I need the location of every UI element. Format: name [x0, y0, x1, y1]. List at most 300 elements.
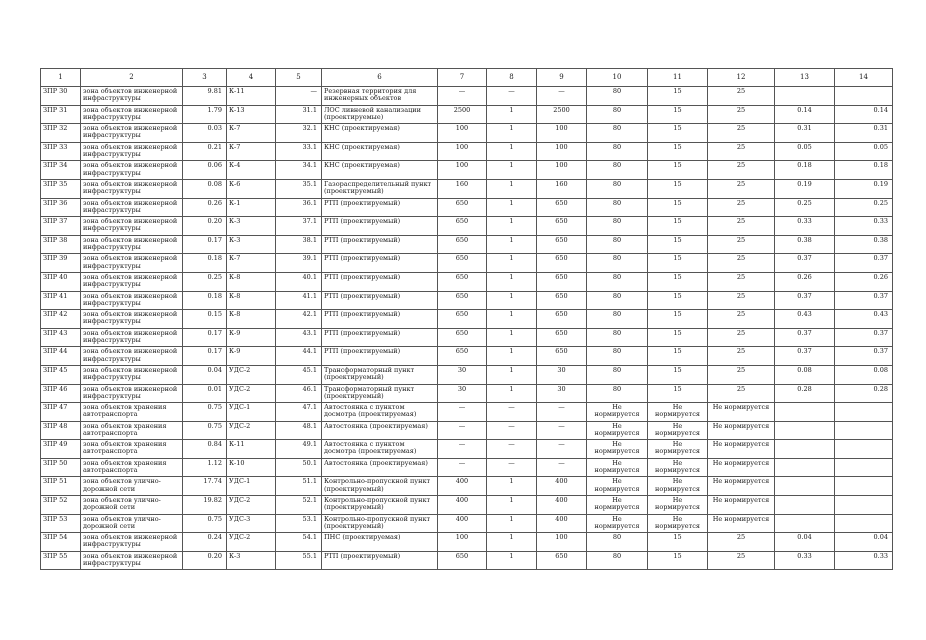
cell-count: — [487, 440, 537, 459]
cell-area: 0.21 [183, 142, 227, 161]
cell-ratio-a: 0.26 [775, 272, 835, 291]
cell-capacity: 2500 [438, 105, 487, 124]
cell-object-name: Автостоянка с пунктом досмотра (проектируемая) [322, 440, 438, 459]
cell-zone-id: ЗПР 48 [41, 421, 81, 440]
cell-norm-a: 80 [587, 551, 648, 570]
header-cell-site: 4 [227, 69, 276, 87]
cell-ratio-b [835, 421, 893, 440]
cell-object-no: 42.1 [276, 310, 322, 329]
cell-norm-a: 80 [587, 142, 648, 161]
cell-ratio-a: 0.04 [775, 533, 835, 552]
header-cell-norm-b: 11 [648, 69, 708, 87]
cell-zone-name: зона объектов инженерной инфраструктуры [81, 533, 183, 552]
cell-count: — [487, 421, 537, 440]
cell-ratio-b: 0.18 [835, 161, 893, 180]
cell-zone-id: ЗПР 33 [41, 142, 81, 161]
cell-norm-a: 80 [587, 124, 648, 143]
header-cell-total: 9 [537, 69, 587, 87]
cell-count: 1 [487, 217, 537, 236]
cell-norm-c: Не нормируется [708, 514, 775, 533]
cell-site: К-1 [227, 198, 276, 217]
cell-object-no: 35.1 [276, 179, 322, 198]
cell-ratio-a: 0.33 [775, 551, 835, 570]
cell-capacity: 650 [438, 551, 487, 570]
cell-zone-id: ЗПР 39 [41, 254, 81, 273]
cell-object-name: КНС (проектируемая) [322, 124, 438, 143]
cell-ratio-a: 0.37 [775, 347, 835, 366]
cell-zone-id: ЗПР 50 [41, 458, 81, 477]
cell-total: 650 [537, 254, 587, 273]
cell-site: К-7 [227, 124, 276, 143]
cell-area: 0.18 [183, 291, 227, 310]
table-row [41, 477, 893, 496]
table-row [41, 347, 893, 366]
cell-zone-name: зона объектов хранения автотранспорта [81, 440, 183, 459]
cell-zone-name: зона объектов инженерной инфраструктуры [81, 365, 183, 384]
cell-area: 0.25 [183, 272, 227, 291]
cell-zone-id: ЗПР 32 [41, 124, 81, 143]
cell-norm-a: Не нормируется [587, 477, 648, 496]
cell-object-name: РТП (проектируемый) [322, 328, 438, 347]
cell-object-name: Контрольно-пропускной пункт (проектируемый) [322, 496, 438, 515]
cell-object-no: 50.1 [276, 458, 322, 477]
cell-object-no: 31.1 [276, 105, 322, 124]
cell-count: 1 [487, 291, 537, 310]
cell-zone-id: ЗПР 31 [41, 105, 81, 124]
cell-ratio-a: 0.28 [775, 384, 835, 403]
table-row [41, 272, 893, 291]
cell-site: УДС-2 [227, 496, 276, 515]
cell-zone-id: ЗПР 45 [41, 365, 81, 384]
table-row [41, 328, 893, 347]
cell-total: — [537, 403, 587, 422]
cell-norm-c: 25 [708, 310, 775, 329]
cell-object-name: Контрольно-пропускной пункт (проектируемый) [322, 477, 438, 496]
cell-ratio-a [775, 477, 835, 496]
cell-norm-c: 25 [708, 551, 775, 570]
cell-norm-c: Не нормируется [708, 403, 775, 422]
cell-zone-name: зона объектов инженерной инфраструктуры [81, 310, 183, 329]
cell-count: 1 [487, 161, 537, 180]
cell-total: — [537, 440, 587, 459]
cell-norm-b: 15 [648, 254, 708, 273]
cell-capacity: — [438, 421, 487, 440]
cell-norm-a: Не нормируется [587, 403, 648, 422]
cell-norm-c: 25 [708, 124, 775, 143]
cell-area: 0.04 [183, 365, 227, 384]
cell-norm-b: 15 [648, 198, 708, 217]
cell-zone-name: зона объектов инженерной инфраструктуры [81, 235, 183, 254]
cell-norm-c: 25 [708, 272, 775, 291]
cell-ratio-a: 0.37 [775, 328, 835, 347]
cell-total: 2500 [537, 105, 587, 124]
cell-count: — [487, 458, 537, 477]
cell-ratio-b: 0.38 [835, 235, 893, 254]
cell-norm-c: 25 [708, 347, 775, 366]
cell-object-no: 40.1 [276, 272, 322, 291]
cell-norm-b: 15 [648, 217, 708, 236]
cell-norm-c: Не нормируется [708, 440, 775, 459]
cell-total: 100 [537, 533, 587, 552]
table-row [41, 235, 893, 254]
table-row [41, 105, 893, 124]
cell-ratio-a [775, 421, 835, 440]
table-row [41, 551, 893, 570]
cell-count: 1 [487, 514, 537, 533]
cell-norm-a: Не нормируется [587, 458, 648, 477]
cell-object-no: 39.1 [276, 254, 322, 273]
header-cell-object-name: 6 [322, 69, 438, 87]
cell-ratio-a: 0.37 [775, 254, 835, 273]
cell-ratio-a: 0.33 [775, 217, 835, 236]
cell-norm-b: Не нормируется [648, 458, 708, 477]
cell-area: 0.75 [183, 421, 227, 440]
cell-capacity: 400 [438, 496, 487, 515]
table-row [41, 124, 893, 143]
cell-norm-a: Не нормируется [587, 440, 648, 459]
cell-object-name: ПНС (проектируемая) [322, 533, 438, 552]
cell-norm-b: 15 [648, 272, 708, 291]
cell-area: 0.01 [183, 384, 227, 403]
cell-capacity: 650 [438, 272, 487, 291]
cell-ratio-a [775, 514, 835, 533]
cell-zone-name: зона объектов хранения автотранспорта [81, 458, 183, 477]
cell-site: К-11 [227, 87, 276, 106]
cell-object-no: 44.1 [276, 347, 322, 366]
cell-ratio-a [775, 403, 835, 422]
cell-ratio-b [835, 496, 893, 515]
table-row [41, 161, 893, 180]
cell-total: 160 [537, 179, 587, 198]
cell-total: 400 [537, 477, 587, 496]
cell-norm-a: Не нормируется [587, 496, 648, 515]
cell-ratio-b: 0.14 [835, 105, 893, 124]
cell-total: 650 [537, 310, 587, 329]
cell-total: 650 [537, 235, 587, 254]
cell-count: 1 [487, 142, 537, 161]
cell-object-name: РТП (проектируемый) [322, 235, 438, 254]
cell-area: 1.12 [183, 458, 227, 477]
cell-site: К-13 [227, 105, 276, 124]
cell-area: 0.24 [183, 533, 227, 552]
cell-area: 0.20 [183, 551, 227, 570]
cell-zone-name: зона объектов инженерной инфраструктуры [81, 272, 183, 291]
cell-area: 0.08 [183, 179, 227, 198]
cell-zone-id: ЗПР 53 [41, 514, 81, 533]
cell-zone-id: ЗПР 38 [41, 235, 81, 254]
cell-area: 0.18 [183, 254, 227, 273]
cell-area: 19.82 [183, 496, 227, 515]
cell-object-no: 55.1 [276, 551, 322, 570]
cell-site: УДС-2 [227, 384, 276, 403]
cell-site: УДС-1 [227, 403, 276, 422]
cell-ratio-a: 0.14 [775, 105, 835, 124]
cell-zone-id: ЗПР 55 [41, 551, 81, 570]
table-row [41, 384, 893, 403]
cell-total: 100 [537, 142, 587, 161]
cell-norm-b: 15 [648, 179, 708, 198]
cell-object-name: Контрольно-пропускной пункт (проектируемый) [322, 514, 438, 533]
cell-area: 0.17 [183, 328, 227, 347]
cell-zone-id: ЗПР 35 [41, 179, 81, 198]
cell-site: К-8 [227, 310, 276, 329]
cell-count: 1 [487, 235, 537, 254]
cell-object-name: Резервная территория для инженерных объектов [322, 87, 438, 106]
zones-table [40, 68, 893, 570]
cell-object-name: Автостоянка (проектируемая) [322, 421, 438, 440]
header-cell-zone-id: 1 [41, 69, 81, 87]
table-row [41, 142, 893, 161]
cell-norm-b: Не нормируется [648, 421, 708, 440]
cell-ratio-a [775, 458, 835, 477]
cell-object-name: РТП (проектируемый) [322, 272, 438, 291]
cell-object-no: 45.1 [276, 365, 322, 384]
cell-norm-b: 15 [648, 365, 708, 384]
cell-norm-a: Не нормируется [587, 514, 648, 533]
cell-norm-a: 80 [587, 272, 648, 291]
zones-table-sheet [40, 68, 893, 570]
cell-ratio-a: 0.43 [775, 310, 835, 329]
cell-zone-name: зона объектов инженерной инфраструктуры [81, 142, 183, 161]
cell-zone-id: ЗПР 44 [41, 347, 81, 366]
cell-norm-b: 15 [648, 291, 708, 310]
cell-object-name: РТП (проектируемый) [322, 347, 438, 366]
cell-norm-b: Не нормируется [648, 496, 708, 515]
table-row [41, 514, 893, 533]
cell-zone-id: ЗПР 41 [41, 291, 81, 310]
cell-ratio-b: 0.08 [835, 365, 893, 384]
cell-zone-id: ЗПР 49 [41, 440, 81, 459]
cell-ratio-b [835, 440, 893, 459]
cell-site: К-11 [227, 440, 276, 459]
cell-ratio-b: 0.37 [835, 347, 893, 366]
cell-norm-b: 15 [648, 328, 708, 347]
cell-norm-a: 80 [587, 347, 648, 366]
cell-object-no: — [276, 87, 322, 106]
cell-total: 650 [537, 198, 587, 217]
cell-zone-name: зона объектов улично-дорожной сети [81, 514, 183, 533]
cell-norm-b: Не нормируется [648, 477, 708, 496]
cell-ratio-a: 0.25 [775, 198, 835, 217]
cell-capacity: 30 [438, 365, 487, 384]
cell-total: 650 [537, 272, 587, 291]
header-cell-zone-name: 2 [81, 69, 183, 87]
cell-capacity: 650 [438, 328, 487, 347]
cell-norm-c: 25 [708, 87, 775, 106]
cell-norm-b: 15 [648, 533, 708, 552]
cell-site: К-6 [227, 179, 276, 198]
cell-total: 100 [537, 161, 587, 180]
header-cell-object-no: 5 [276, 69, 322, 87]
cell-norm-c: 25 [708, 291, 775, 310]
cell-norm-a: 80 [587, 161, 648, 180]
cell-zone-id: ЗПР 47 [41, 403, 81, 422]
cell-norm-c: 25 [708, 235, 775, 254]
cell-count: — [487, 87, 537, 106]
cell-site: К-8 [227, 291, 276, 310]
cell-site: К-3 [227, 551, 276, 570]
cell-object-name: Трансформаторный пункт (проектируемый) [322, 365, 438, 384]
cell-object-name: КНС (проектируемая) [322, 142, 438, 161]
cell-ratio-b: 0.37 [835, 291, 893, 310]
cell-norm-c: 25 [708, 142, 775, 161]
cell-zone-name: зона объектов инженерной инфраструктуры [81, 161, 183, 180]
cell-zone-id: ЗПР 43 [41, 328, 81, 347]
cell-norm-b: 15 [648, 347, 708, 366]
cell-ratio-a: 0.08 [775, 365, 835, 384]
cell-norm-b: 15 [648, 124, 708, 143]
cell-norm-a: 80 [587, 310, 648, 329]
cell-object-name: РТП (проектируемый) [322, 551, 438, 570]
cell-count: 1 [487, 272, 537, 291]
cell-norm-a: 80 [587, 87, 648, 106]
cell-ratio-a: 0.05 [775, 142, 835, 161]
cell-object-name: РТП (проектируемый) [322, 291, 438, 310]
cell-zone-name: зона объектов инженерной инфраструктуры [81, 179, 183, 198]
cell-zone-name: зона объектов инженерной инфраструктуры [81, 328, 183, 347]
cell-zone-name: зона объектов инженерной инфраструктуры [81, 551, 183, 570]
header-cell-norm-a: 10 [587, 69, 648, 87]
table-row [41, 217, 893, 236]
cell-site: УДС-2 [227, 421, 276, 440]
table-row [41, 87, 893, 106]
cell-ratio-b: 0.33 [835, 217, 893, 236]
cell-object-name: Трансформаторный пункт (проектируемый) [322, 384, 438, 403]
cell-ratio-a: 0.38 [775, 235, 835, 254]
cell-object-no: 43.1 [276, 328, 322, 347]
cell-ratio-a [775, 496, 835, 515]
cell-area: 1.79 [183, 105, 227, 124]
cell-count: 1 [487, 328, 537, 347]
cell-capacity: 100 [438, 161, 487, 180]
cell-norm-a: 80 [587, 235, 648, 254]
cell-ratio-b [835, 458, 893, 477]
cell-total: — [537, 87, 587, 106]
cell-norm-c: 25 [708, 533, 775, 552]
cell-object-name: Газораспределительный пункт (проектируемый) [322, 179, 438, 198]
cell-norm-a: 80 [587, 105, 648, 124]
cell-norm-a: 80 [587, 179, 648, 198]
cell-capacity: 650 [438, 347, 487, 366]
cell-zone-id: ЗПР 30 [41, 87, 81, 106]
cell-count: 1 [487, 254, 537, 273]
cell-norm-a: 80 [587, 384, 648, 403]
cell-zone-id: ЗПР 54 [41, 533, 81, 552]
cell-capacity: 650 [438, 198, 487, 217]
cell-zone-name: зона объектов инженерной инфраструктуры [81, 384, 183, 403]
cell-count: 1 [487, 124, 537, 143]
cell-norm-c: 25 [708, 161, 775, 180]
table-row [41, 496, 893, 515]
cell-ratio-b: 0.37 [835, 254, 893, 273]
cell-zone-id: ЗПР 42 [41, 310, 81, 329]
cell-norm-c: 25 [708, 179, 775, 198]
table-row [41, 365, 893, 384]
cell-zone-id: ЗПР 37 [41, 217, 81, 236]
cell-capacity: 650 [438, 217, 487, 236]
cell-count: 1 [487, 496, 537, 515]
cell-norm-b: 15 [648, 384, 708, 403]
cell-ratio-b: 0.25 [835, 198, 893, 217]
cell-count: 1 [487, 198, 537, 217]
cell-object-name: РТП (проектируемый) [322, 198, 438, 217]
cell-area: 0.26 [183, 198, 227, 217]
cell-total: 650 [537, 291, 587, 310]
cell-norm-a: Не нормируется [587, 421, 648, 440]
cell-area: 0.75 [183, 403, 227, 422]
cell-object-no: 41.1 [276, 291, 322, 310]
cell-capacity: 650 [438, 235, 487, 254]
cell-capacity: 160 [438, 179, 487, 198]
header-cell-count: 8 [487, 69, 537, 87]
cell-count: 1 [487, 384, 537, 403]
cell-object-no: 46.1 [276, 384, 322, 403]
cell-area: 9.81 [183, 87, 227, 106]
cell-norm-c: Не нормируется [708, 421, 775, 440]
table-row [41, 198, 893, 217]
cell-ratio-b [835, 514, 893, 533]
cell-object-no: 36.1 [276, 198, 322, 217]
cell-object-no: 52.1 [276, 496, 322, 515]
cell-zone-name: зона объектов хранения автотранспорта [81, 421, 183, 440]
table-row [41, 533, 893, 552]
table-row [41, 254, 893, 273]
cell-ratio-a: 0.31 [775, 124, 835, 143]
cell-ratio-b: 0.43 [835, 310, 893, 329]
cell-norm-c: 25 [708, 105, 775, 124]
cell-object-name: РТП (проектируемый) [322, 310, 438, 329]
cell-count: 1 [487, 533, 537, 552]
cell-ratio-b: 0.28 [835, 384, 893, 403]
cell-total: 650 [537, 551, 587, 570]
cell-zone-id: ЗПР 36 [41, 198, 81, 217]
header-cell-norm-c: 12 [708, 69, 775, 87]
cell-ratio-a [775, 440, 835, 459]
table-row [41, 310, 893, 329]
cell-count: 1 [487, 365, 537, 384]
cell-object-no: 53.1 [276, 514, 322, 533]
cell-zone-id: ЗПР 40 [41, 272, 81, 291]
cell-zone-name: зона объектов улично-дорожной сети [81, 496, 183, 515]
cell-total: 400 [537, 514, 587, 533]
cell-zone-name: зона объектов хранения автотранспорта [81, 403, 183, 422]
cell-count: 1 [487, 477, 537, 496]
cell-zone-name: зона объектов инженерной инфраструктуры [81, 198, 183, 217]
cell-object-name: ЛОС ливневой канализации (проектируемые) [322, 105, 438, 124]
cell-capacity: 650 [438, 310, 487, 329]
cell-norm-c: 25 [708, 198, 775, 217]
cell-ratio-b: 0.31 [835, 124, 893, 143]
cell-site: К-8 [227, 272, 276, 291]
cell-capacity: — [438, 87, 487, 106]
cell-ratio-a: 0.19 [775, 179, 835, 198]
cell-object-no: 32.1 [276, 124, 322, 143]
cell-area: 0.17 [183, 347, 227, 366]
cell-area: 17.74 [183, 477, 227, 496]
cell-capacity: — [438, 458, 487, 477]
cell-capacity: 100 [438, 142, 487, 161]
cell-norm-b: 15 [648, 142, 708, 161]
cell-ratio-b: 0.26 [835, 272, 893, 291]
cell-norm-c: Не нормируется [708, 458, 775, 477]
cell-area: 0.84 [183, 440, 227, 459]
header-cell-area: 3 [183, 69, 227, 87]
table-row [41, 440, 893, 459]
cell-norm-c: 25 [708, 365, 775, 384]
cell-count: 1 [487, 105, 537, 124]
table-row [41, 403, 893, 422]
cell-norm-a: 80 [587, 254, 648, 273]
